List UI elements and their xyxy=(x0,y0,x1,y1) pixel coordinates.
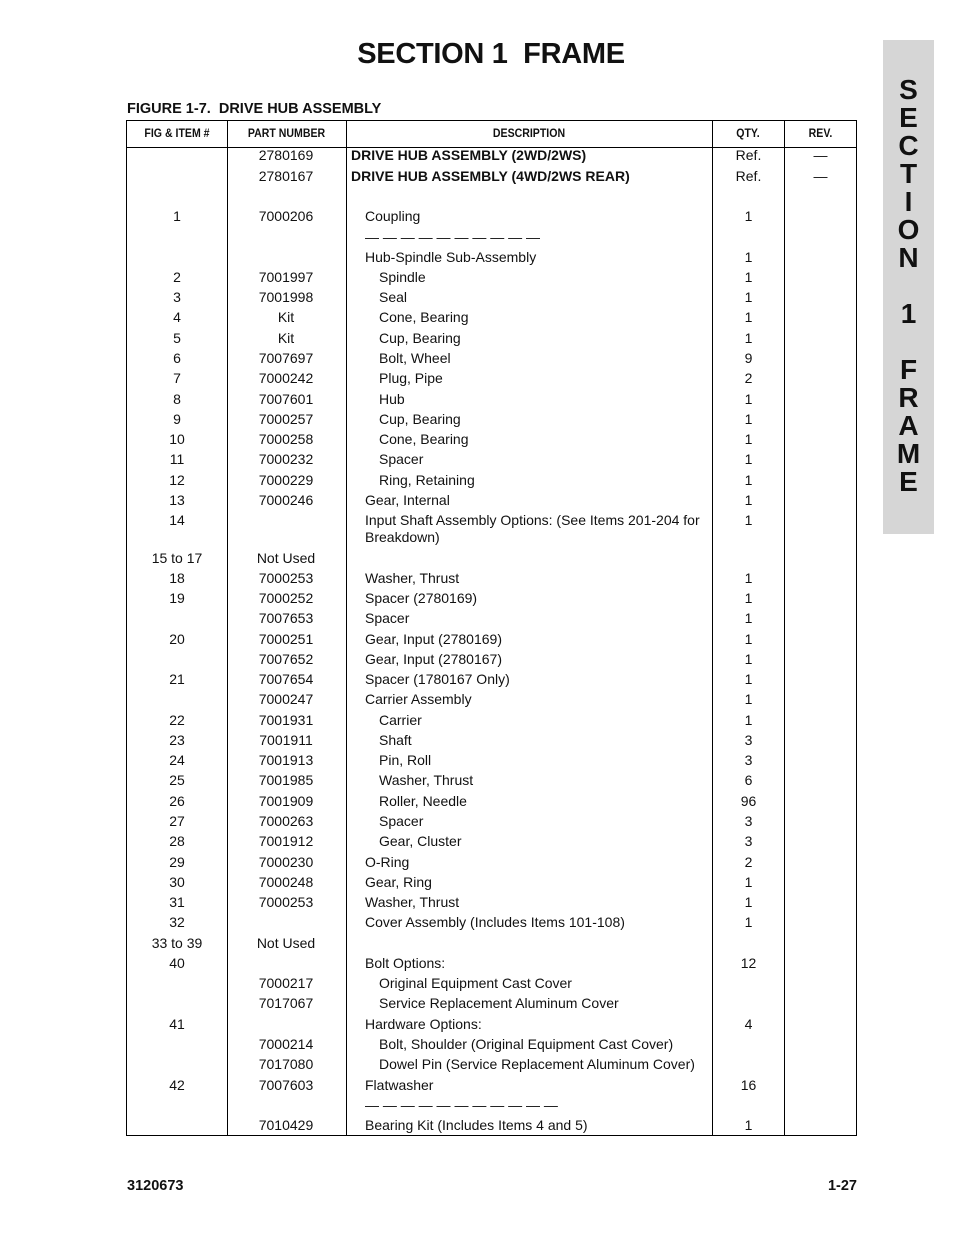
description-cell: Gear, Cluster xyxy=(379,833,462,849)
qty-cell: 1 xyxy=(744,894,753,910)
description-cell: O-Ring xyxy=(365,854,410,870)
description-cell: Cup, Bearing xyxy=(379,411,461,427)
description-cell: Gear, Internal xyxy=(365,492,450,508)
part-number-cell: 7001913 xyxy=(258,752,314,768)
fig-item-cell: 29 xyxy=(169,854,185,870)
part-number-cell: 7000230 xyxy=(258,854,314,870)
qty-cell: 9 xyxy=(744,350,753,366)
part-number-cell: 7000253 xyxy=(258,570,314,586)
side-tab-letter: E xyxy=(899,466,918,497)
fig-item-cell: 7 xyxy=(173,370,181,386)
description-cell: Cone, Bearing xyxy=(379,431,469,447)
qty-cell: 16 xyxy=(740,1077,757,1093)
page-number: 1-27 xyxy=(827,1178,857,1194)
side-tab-letter: S xyxy=(899,74,918,105)
side-tab-letter: R xyxy=(898,382,919,413)
fig-item-cell: 22 xyxy=(169,712,185,728)
part-number-cell: 7000206 xyxy=(258,208,314,224)
qty-cell: 1 xyxy=(744,472,753,488)
fig-item-cell: 19 xyxy=(169,590,185,606)
description-cell: DRIVE HUB ASSEMBLY (2WD/2WS) xyxy=(351,147,587,163)
part-number-cell: 7017067 xyxy=(258,995,314,1011)
qty-cell: 2 xyxy=(744,370,753,386)
description-cell: Service Replacement Aluminum Cover xyxy=(379,995,619,1011)
part-number-cell: 7017080 xyxy=(258,1056,314,1072)
description-cell: Dowel Pin (Service Replacement Aluminum Cover) xyxy=(379,1056,695,1072)
part-number-cell: 7000242 xyxy=(258,370,314,386)
qty-cell: Ref. xyxy=(735,168,762,184)
part-number-cell: 7007652 xyxy=(258,651,314,667)
qty-cell: 12 xyxy=(740,955,757,971)
fig-item-cell: 25 xyxy=(169,772,185,788)
qty-cell: 1 xyxy=(744,289,753,305)
parts-table xyxy=(126,120,857,1136)
part-number-cell: 2780167 xyxy=(258,168,314,184)
description-cell: DRIVE HUB ASSEMBLY (4WD/2WS REAR) xyxy=(351,168,630,184)
side-tab-letter: C xyxy=(898,130,919,161)
fig-item-cell: 42 xyxy=(169,1077,185,1093)
fig-item-cell: 12 xyxy=(169,472,185,488)
description-cell: Original Equipment Cast Cover xyxy=(379,975,572,991)
fig-item-cell: 2 xyxy=(173,269,181,285)
description-cell: Shaft xyxy=(379,732,412,748)
part-number-cell: 2780169 xyxy=(258,147,314,163)
description-cell: Hub-Spindle Sub-Assembly xyxy=(365,249,537,265)
description-cell: — — — — — — — — — — xyxy=(365,229,541,245)
part-number-cell: Not Used xyxy=(256,935,316,951)
qty-cell: 96 xyxy=(740,793,757,809)
part-number-cell: 7001931 xyxy=(258,712,314,728)
page-title: SECTION 1 FRAME xyxy=(357,38,625,70)
fig-item-cell: 15 to 17 xyxy=(151,550,203,566)
qty-cell: 1 xyxy=(744,651,753,667)
fig-item-cell: 31 xyxy=(169,894,185,910)
side-tab-letter: O xyxy=(897,214,920,245)
qty-cell: 1 xyxy=(744,208,753,224)
fig-item-cell: 18 xyxy=(169,570,185,586)
side-tab-letter: T xyxy=(899,158,918,189)
qty-cell: 1 xyxy=(744,1117,753,1133)
description-cell: Seal xyxy=(379,289,408,305)
qty-cell: 1 xyxy=(744,451,753,467)
fig-item-cell: 1 xyxy=(173,208,181,224)
description-cell: Cover Assembly (Includes Items 101-108) xyxy=(365,914,625,930)
part-number-cell: 7000232 xyxy=(258,451,314,467)
qty-cell: Ref. xyxy=(735,147,762,163)
part-number-cell: 7007697 xyxy=(258,350,314,366)
fig-item-cell: 5 xyxy=(173,330,181,346)
description-cell: Cone, Bearing xyxy=(379,309,469,325)
description-cell: — — — — — — — — — — — xyxy=(365,1097,558,1113)
side-tab-letter: 1 xyxy=(900,298,917,329)
fig-item-cell: 26 xyxy=(169,793,185,809)
fig-item-cell: 6 xyxy=(173,350,181,366)
part-number-cell: 7001998 xyxy=(258,289,314,305)
document-number: 3120673 xyxy=(127,1178,184,1194)
qty-cell: 3 xyxy=(744,813,753,829)
qty-cell: 1 xyxy=(744,671,753,687)
part-number-cell: Kit xyxy=(277,309,295,325)
side-tab-letter: N xyxy=(898,242,919,273)
description-cell: Carrier Assembly xyxy=(365,691,472,707)
qty-cell: 3 xyxy=(744,732,753,748)
description-cell: Spacer xyxy=(379,451,424,467)
qty-cell: 1 xyxy=(744,712,753,728)
qty-cell: 1 xyxy=(744,411,753,427)
qty-cell: 6 xyxy=(744,772,753,788)
figure-title: FIGURE 1-7. DRIVE HUB ASSEMBLY xyxy=(127,101,382,117)
description-cell: Washer, Thrust xyxy=(365,894,460,910)
part-number-cell: 7000257 xyxy=(258,411,314,427)
description-cell: Spacer xyxy=(365,610,410,626)
description-cell: Hub xyxy=(379,391,405,407)
fig-item-cell: 11 xyxy=(169,451,185,467)
part-number-cell: 7000263 xyxy=(258,813,314,829)
qty-cell: 1 xyxy=(744,610,753,626)
part-number-cell: 7001911 xyxy=(259,732,313,748)
fig-item-cell: 40 xyxy=(169,955,185,971)
description-cell: Gear, Input (2780167) xyxy=(365,651,502,667)
qty-cell: 1 xyxy=(744,874,753,890)
part-number-cell: 7001912 xyxy=(258,833,314,849)
header-rev: REV. xyxy=(808,126,833,140)
fig-item-cell: 9 xyxy=(173,411,181,427)
part-number-cell: 7000248 xyxy=(258,874,314,890)
description-cell: Coupling xyxy=(365,208,421,224)
header-qty: QTY. xyxy=(736,126,760,140)
part-number-cell: 7007654 xyxy=(258,671,314,687)
qty-cell: 1 xyxy=(744,391,753,407)
part-number-cell: 7000229 xyxy=(258,472,314,488)
description-cell: Cup, Bearing xyxy=(379,330,461,346)
fig-item-cell: 4 xyxy=(173,309,181,325)
qty-cell: 3 xyxy=(744,833,753,849)
part-number-cell: 7000251 xyxy=(258,631,314,647)
qty-cell: 1 xyxy=(744,431,753,447)
side-tab-letter: I xyxy=(904,186,913,217)
part-number-cell: 7001997 xyxy=(258,269,314,285)
qty-cell: 1 xyxy=(744,631,753,647)
qty-cell: 1 xyxy=(744,512,753,528)
description-cell: Hardware Options: xyxy=(365,1016,482,1032)
qty-cell: 1 xyxy=(744,309,753,325)
description-cell: Spindle xyxy=(379,269,426,285)
fig-item-cell: 30 xyxy=(169,874,185,890)
qty-cell: 1 xyxy=(744,492,753,508)
header-fig-item: FIG & ITEM # xyxy=(144,126,210,140)
side-tab-letter: M xyxy=(896,438,921,469)
rev-cell: — xyxy=(813,147,828,163)
column-divider xyxy=(784,121,785,1135)
description-cell: Carrier xyxy=(379,712,422,728)
description-cell: Pin, Roll xyxy=(379,752,432,768)
part-number-cell: 7001985 xyxy=(258,772,314,788)
part-number-cell: 7000253 xyxy=(258,894,314,910)
description-cell: Gear, Input (2780169) xyxy=(365,631,502,647)
description-cell: Flatwasher xyxy=(365,1077,434,1093)
part-number-cell: Not Used xyxy=(256,550,316,566)
fig-item-cell: 33 to 39 xyxy=(151,935,203,951)
qty-cell: 1 xyxy=(744,269,753,285)
part-number-cell: Kit xyxy=(277,330,295,346)
fig-item-cell: 13 xyxy=(169,492,185,508)
part-number-cell: 7000252 xyxy=(258,590,314,606)
qty-cell: 1 xyxy=(744,590,753,606)
fig-item-cell: 10 xyxy=(169,431,185,447)
description-cell: Bolt Options: xyxy=(365,955,446,971)
part-number-cell: 7007603 xyxy=(258,1077,314,1093)
fig-item-cell: 8 xyxy=(173,391,181,407)
fig-item-cell: 24 xyxy=(169,752,185,768)
qty-cell: 4 xyxy=(744,1016,753,1032)
description-cell: Roller, Needle xyxy=(379,793,467,809)
side-tab-letter: E xyxy=(899,102,918,133)
description-cell: Washer, Thrust xyxy=(365,570,460,586)
fig-item-cell: 20 xyxy=(169,631,185,647)
description-cell: Input Shaft Assembly Options: (See Items 201-204 for Breakdown) xyxy=(365,512,700,545)
description-cell: Bolt, Wheel xyxy=(379,350,451,366)
section-side-tab xyxy=(883,40,934,534)
fig-item-cell: 41 xyxy=(169,1016,185,1032)
header-description: DESCRIPTION xyxy=(492,126,566,140)
part-number-cell: 7007601 xyxy=(258,391,314,407)
qty-cell: 1 xyxy=(744,249,753,265)
description-cell: Bearing Kit (Includes Items 4 and 5) xyxy=(365,1117,588,1133)
part-number-cell: 7000258 xyxy=(258,431,314,447)
description-cell: Spacer xyxy=(379,813,424,829)
fig-item-cell: 14 xyxy=(169,512,185,528)
qty-cell: 1 xyxy=(744,914,753,930)
fig-item-cell: 21 xyxy=(169,671,185,687)
part-number-cell: 7000214 xyxy=(258,1036,314,1052)
fig-item-cell: 28 xyxy=(169,833,185,849)
part-number-cell: 7000217 xyxy=(258,975,314,991)
description-cell: Washer, Thrust xyxy=(379,772,474,788)
part-number-cell: 7007653 xyxy=(258,610,314,626)
fig-item-cell: 23 xyxy=(169,732,185,748)
description-cell: Spacer (2780169) xyxy=(365,590,478,606)
description-cell: Ring, Retaining xyxy=(379,472,475,488)
fig-item-cell: 27 xyxy=(169,813,185,829)
header-part-number: PART NUMBER xyxy=(247,126,326,140)
column-divider xyxy=(346,121,347,1135)
part-number-cell: 7010429 xyxy=(258,1117,314,1133)
part-number-cell: 7000246 xyxy=(258,492,314,508)
qty-cell: 1 xyxy=(744,330,753,346)
fig-item-cell: 3 xyxy=(173,289,181,305)
qty-cell: 1 xyxy=(744,570,753,586)
part-number-cell: 7000247 xyxy=(258,691,314,707)
qty-cell: 2 xyxy=(744,854,753,870)
qty-cell: 1 xyxy=(744,691,753,707)
fig-item-cell: 32 xyxy=(169,914,185,930)
rev-cell: — xyxy=(813,168,828,184)
side-tab-letter: A xyxy=(898,410,919,441)
description-cell: Gear, Ring xyxy=(365,874,432,890)
side-tab-letter: F xyxy=(899,354,918,385)
description-cell: Bolt, Shoulder (Original Equipment Cast Cover) xyxy=(379,1036,674,1052)
qty-cell: 3 xyxy=(744,752,753,768)
description-cell: Spacer (1780167 Only) xyxy=(365,671,510,687)
part-number-cell: 7001909 xyxy=(258,793,314,809)
description-cell: Plug, Pipe xyxy=(379,370,443,386)
